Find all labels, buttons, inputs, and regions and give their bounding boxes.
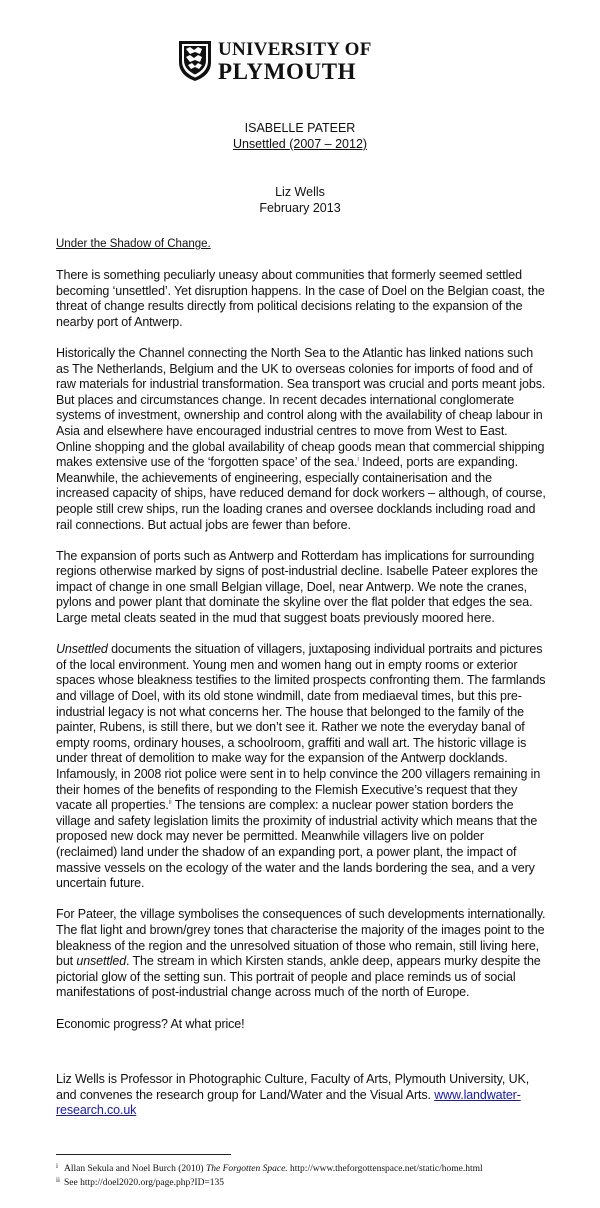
university-shield-icon	[178, 40, 212, 82]
essay-heading: Under the Shadow of Change.	[56, 238, 211, 250]
footnotes	[56, 1162, 556, 1190]
university-wordmark	[218, 40, 372, 83]
essay-body	[56, 268, 546, 1048]
footnote-ref-ii: ii	[168, 799, 172, 807]
author-name: Liz Wells	[275, 185, 325, 199]
paragraph-4	[56, 642, 546, 892]
footnote-2	[56, 1176, 556, 1190]
paragraph-5-text-b: . The stream in which Kirsten stands, ankle deep, appears murky despite the pictorial glow of the setting sun. This portrait of people and place reminds us of social manifestations of post-industrial change across much of the north of Europe.	[56, 954, 541, 1000]
footnote-1-mark: i	[56, 1162, 58, 1170]
paragraph-4-italic: Unsettled	[56, 642, 108, 657]
byline	[0, 184, 600, 216]
university-name-line1: UNIVERSITY OF	[218, 38, 372, 60]
title-block	[0, 120, 600, 152]
footnote-1-title: The Forgotten Space.	[205, 1164, 288, 1174]
paragraph-4-text-a: documents the situation of villagers, juxtaposing individual portraits and pictures of the local environment. Young men and women hang out in empty rooms or exterior spaces whose bleakness testifies to the limited prospects confronting them. The farmlands and village of Doel, with its old stone windmill, date from mediaeval times, but this pre-industrial legacy is not what concerns her. The house that belonged to the family of the painter, Rubens, is still there, but we don’t see it. Rather we note the everyday banal of empty rooms, ordinary houses, a schoolroom, graffiti and wall art. The historic village is under threat of demolition to make way for the expansion of the Antwerp docklands. Infamously, in 2008 riot police were sent in to help convince the 200 villagers remaining in their homes of the benefits of responding to the Flemish Executive’s request that they vacate all properties.	[56, 642, 546, 813]
footnote-divider	[56, 1154, 231, 1155]
publication-date: February 2013	[259, 201, 341, 215]
artist-name: ISABELLE PATEER	[244, 121, 356, 135]
paragraph-5-italic: unsettled	[76, 954, 127, 969]
paragraph-6: Economic progress? At what price!	[56, 1016, 245, 1031]
paragraph-3: The expansion of ports such as Antwerp and Rotterdam has implications for surrounding regions otherwise marked by signs of post-industrial decline. Isabelle Pateer explores the impact of change in one small Belgian village, Doel, near Antwerp. We note the cranes, pylons and power plant that dominate the skyline over the flat polder that edges the sea. Large metal cleats seated in the mud that suggest boats previously moored here.	[56, 548, 538, 626]
footnote-1-url: http://www.theforgottenspace.net/static/home.html	[287, 1164, 483, 1174]
paragraph-1: There is something peculiarly uneasy about communities that formerly seemed settled becoming ‘unsettled’. Yet disruption happens. In the case of Doel on the Belgian coast, the threat of change results directly from political decisions relating to the expansion of the nearby port of Antwerp.	[56, 268, 545, 329]
paragraph-5	[56, 907, 546, 1001]
footnote-2-mark: ii	[56, 1176, 60, 1184]
footnote-2-text: See http://doel2020.org/page.php?ID=135	[64, 1178, 225, 1188]
footnote-1-citation: Allan Sekula and Noel Burch (2010)	[64, 1164, 206, 1174]
university-logo	[178, 40, 372, 82]
footnote-1-text	[64, 1162, 483, 1176]
paragraph-5-text-a: For Pateer, the village symbolises the consequences of such developments internationally. The flat light and brown/grey tones that characterise the majority of the images point to the bleakness of the region and the unresolved situation of those who remain, still living here, but	[56, 907, 546, 969]
paragraph-2-text-b: Indeed, ports are expanding. Meanwhile, the achievements of engineering, especially containerisation and the increased capacity of ships, have reduced demand for dock workers – although, of course, people still crew ships, run the loading cranes and oversee docklands including road and rail connections. But actual jobs are fewer than before.	[56, 455, 546, 532]
paragraph-4-text-b: The tensions are complex: a nuclear power station borders the village and safety legislation limits the proximity of industrial activity which means that the proposed new dock may never be permitted. Meanwhile villagers live on polder (reclaimed) land under the shadow of an expanding port, a power plant, the impact of massive vessels on the ecology of the water and the lands bordering the sea, and a very uncertain future.	[56, 798, 538, 891]
landwater-link-part2[interactable]: research.co.uk	[56, 1103, 137, 1118]
paragraph-2-text-a: Historically the Channel connecting the North Sea to the Atlantic has linked nations such as The Netherlands, Belgium and the UK to overseas colonies for imports of food and of raw materials for industrial transformation. Sea transport was crucial and ports meant jobs. But places and circumstances change. In recent decades international conglomerate systems of investment, ownership and control along with the availability of cheap labour in Asia and elsewhere have encouraged industrial centres to move from West to East. Online shopping and the global availability of cheap goods mean that commercial shipping makes extensive use of the ‘forgotten space’ of the sea.	[56, 345, 546, 470]
university-name-line2: PLYMOUTH	[218, 58, 357, 84]
work-title: Unsettled (2007 – 2012)	[232, 137, 368, 151]
landwater-link-part1[interactable]: www.landwater-	[434, 1087, 521, 1102]
footnote-ref-i: i	[357, 455, 359, 463]
author-bio	[56, 1072, 546, 1119]
footnote-1	[56, 1162, 556, 1176]
bio-text: Liz Wells is Professor in Photographic Culture, Faculty of Arts, Plymouth University, UK, and convenes the research group for Land/Water and the Visual Arts.	[56, 1072, 530, 1102]
paragraph-2	[56, 346, 546, 533]
